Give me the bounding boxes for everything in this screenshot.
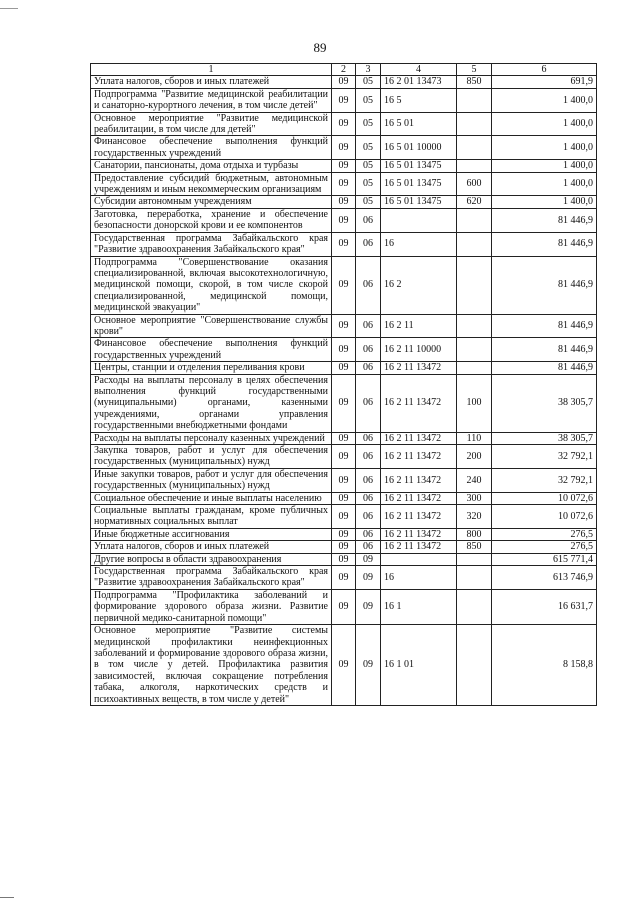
table-row (91, 136, 597, 160)
cell-expense-type: 300 (457, 492, 492, 504)
cell-subsection: 06 (356, 338, 381, 362)
cell-name: Основное мероприятие "Совершенствование службы крови" (91, 314, 332, 338)
table-row (91, 468, 597, 492)
cell-section: 09 (332, 528, 356, 540)
cell-subsection: 06 (356, 232, 381, 256)
cell-name: Закупка товаров, работ и услуг для обеспечения государственных (муниципальных) нужд (91, 445, 332, 469)
cell-expense-type (457, 566, 492, 590)
cell-target-item: 16 1 (381, 589, 457, 624)
table-header-row (91, 64, 597, 76)
table-row (91, 76, 597, 88)
cell-section: 09 (332, 432, 356, 444)
cell-expense-type (457, 553, 492, 565)
cell-name: Финансовое обеспечение выполнения функций государственных учреждений (91, 338, 332, 362)
cell-subsection: 09 (356, 553, 381, 565)
table-row (91, 492, 597, 504)
cell-expense-type (457, 88, 492, 112)
cell-name: Другие вопросы в области здравоохранения (91, 553, 332, 565)
cell-name: Финансовое обеспечение выполнения функций государственных учреждений (91, 136, 332, 160)
cell-target-item: 16 2 11 13472 (381, 362, 457, 374)
cell-section: 09 (332, 196, 356, 208)
cell-subsection: 05 (356, 88, 381, 112)
cell-expense-type (457, 256, 492, 314)
cell-expense-type: 850 (457, 541, 492, 553)
cell-expense-type: 600 (457, 172, 492, 196)
cell-name: Социальное обеспечение и иные выплаты населению (91, 492, 332, 504)
cell-subsection: 09 (356, 625, 381, 706)
table-row (91, 432, 597, 444)
cell-expense-type: 240 (457, 468, 492, 492)
cell-expense-type (457, 160, 492, 172)
cell-amount: 1 400,0 (492, 172, 597, 196)
cell-target-item: 16 2 11 10000 (381, 338, 457, 362)
table-row (91, 505, 597, 529)
cell-name: Иные закупки товаров, работ и услуг для обеспечения государственных (муниципальных) нужд (91, 468, 332, 492)
cell-subsection: 09 (356, 589, 381, 624)
cell-expense-type (457, 112, 492, 136)
cell-amount: 1 400,0 (492, 160, 597, 172)
cell-target-item: 16 (381, 566, 457, 590)
table-row (91, 196, 597, 208)
cell-name: Социальные выплаты гражданам, кроме публичных нормативных социальных выплат (91, 505, 332, 529)
cell-section: 09 (332, 112, 356, 136)
cell-amount: 1 400,0 (492, 196, 597, 208)
cell-subsection: 06 (356, 468, 381, 492)
cell-amount: 276,5 (492, 541, 597, 553)
cell-amount: 276,5 (492, 528, 597, 540)
header-col-subsection: 3 (356, 64, 381, 76)
scan-edge-mark-top (0, 0, 18, 9)
table-row (91, 208, 597, 232)
table-row (91, 88, 597, 112)
cell-section: 09 (332, 492, 356, 504)
cell-amount: 81 446,9 (492, 256, 597, 314)
cell-name: Подпрограмма "Развитие медицинской реабилитации и санаторно-курортного лечения, в том числе детей" (91, 88, 332, 112)
cell-section: 09 (332, 172, 356, 196)
cell-amount: 1 400,0 (492, 112, 597, 136)
cell-amount: 1 400,0 (492, 136, 597, 160)
header-col-amount: 6 (492, 64, 597, 76)
cell-name: Государственная программа Забайкальского края "Развитие здравоохранения Забайкальского края" (91, 566, 332, 590)
cell-amount: 32 792,1 (492, 468, 597, 492)
cell-expense-type: 200 (457, 445, 492, 469)
cell-expense-type: 100 (457, 374, 492, 432)
cell-section: 09 (332, 505, 356, 529)
cell-name: Расходы на выплаты персоналу казенных учреждений (91, 432, 332, 444)
header-col-name: 1 (91, 64, 332, 76)
cell-expense-type (457, 208, 492, 232)
cell-name: Санатории, пансионаты, дома отдыха и турбазы (91, 160, 332, 172)
cell-target-item: 16 5 01 10000 (381, 136, 457, 160)
cell-target-item (381, 208, 457, 232)
cell-section: 09 (332, 76, 356, 88)
cell-target-item: 16 5 01 (381, 112, 457, 136)
cell-section: 09 (332, 256, 356, 314)
cell-section: 09 (332, 136, 356, 160)
cell-target-item: 16 5 01 13475 (381, 160, 457, 172)
header-col-target-item: 4 (381, 64, 457, 76)
cell-amount: 38 305,7 (492, 374, 597, 432)
header-col-section: 2 (332, 64, 356, 76)
cell-subsection: 05 (356, 160, 381, 172)
cell-name: Государственная программа Забайкальского края "Развитие здравоохранения Забайкальского края" (91, 232, 332, 256)
cell-target-item: 16 2 11 (381, 314, 457, 338)
cell-subsection: 06 (356, 528, 381, 540)
cell-section: 09 (332, 362, 356, 374)
cell-amount: 1 400,0 (492, 88, 597, 112)
cell-target-item: 16 2 11 13472 (381, 541, 457, 553)
table-row (91, 314, 597, 338)
cell-expense-type (457, 232, 492, 256)
cell-subsection: 05 (356, 172, 381, 196)
table-row (91, 256, 597, 314)
cell-amount: 16 631,7 (492, 589, 597, 624)
cell-amount: 81 446,9 (492, 314, 597, 338)
cell-expense-type (457, 589, 492, 624)
cell-section: 09 (332, 445, 356, 469)
cell-amount: 81 446,9 (492, 338, 597, 362)
cell-section: 09 (332, 541, 356, 553)
cell-target-item: 16 2 11 13472 (381, 528, 457, 540)
cell-name: Субсидии автономным учреждениям (91, 196, 332, 208)
table-row (91, 445, 597, 469)
budget-table (90, 63, 597, 706)
cell-subsection: 06 (356, 362, 381, 374)
table-row (91, 160, 597, 172)
cell-subsection: 06 (356, 256, 381, 314)
cell-section: 09 (332, 553, 356, 565)
cell-section: 09 (332, 160, 356, 172)
cell-expense-type: 320 (457, 505, 492, 529)
cell-expense-type (457, 136, 492, 160)
cell-expense-type (457, 362, 492, 374)
table-row (91, 589, 597, 624)
table-row (91, 625, 597, 706)
cell-name: Основное мероприятие "Развитие системы медицинской профилактики неинфекционных заболеваний и формирование здорового образа жизни, в том числе у детей. Профилактика развития зависимостей, включая сокращение потребления табака, алкоголя, наркотических средств и психоактивных веществ, в том числе у детей" (91, 625, 332, 706)
cell-name: Расходы на выплаты персоналу в целях обеспечения выполнения функций государственными (муниципальными) органами, казенными учреждениями, органами управления государственными внебюджетными фондами (91, 374, 332, 432)
cell-section: 09 (332, 566, 356, 590)
cell-section: 09 (332, 314, 356, 338)
cell-target-item: 16 (381, 232, 457, 256)
cell-expense-type: 620 (457, 196, 492, 208)
cell-section: 09 (332, 625, 356, 706)
cell-expense-type (457, 314, 492, 338)
cell-amount: 38 305,7 (492, 432, 597, 444)
table-row (91, 541, 597, 553)
cell-name: Предоставление субсидий бюджетным, автономным учреждениям и иным некоммерческим организациям (91, 172, 332, 196)
cell-target-item (381, 553, 457, 565)
table-row (91, 172, 597, 196)
cell-subsection: 05 (356, 76, 381, 88)
cell-target-item: 16 5 (381, 88, 457, 112)
cell-expense-type (457, 625, 492, 706)
cell-amount: 81 446,9 (492, 208, 597, 232)
cell-target-item: 16 5 01 13475 (381, 196, 457, 208)
cell-amount: 613 746,9 (492, 566, 597, 590)
cell-section: 09 (332, 374, 356, 432)
cell-target-item: 16 2 11 13472 (381, 432, 457, 444)
cell-name: Заготовка, переработка, хранение и обеспечение безопасности донорской крови и ее компонентов (91, 208, 332, 232)
cell-subsection: 05 (356, 136, 381, 160)
cell-name: Подпрограмма "Профилактика заболеваний и формирование здорового образа жизни. Развитие первичной медико-санитарной помощи" (91, 589, 332, 624)
cell-target-item: 16 5 01 13475 (381, 172, 457, 196)
cell-expense-type (457, 338, 492, 362)
cell-amount: 10 072,6 (492, 492, 597, 504)
cell-target-item: 16 2 11 13472 (381, 468, 457, 492)
cell-amount: 81 446,9 (492, 362, 597, 374)
table-row (91, 232, 597, 256)
cell-amount: 81 446,9 (492, 232, 597, 256)
cell-target-item: 16 2 11 13472 (381, 492, 457, 504)
cell-section: 09 (332, 232, 356, 256)
cell-target-item: 16 2 11 13472 (381, 505, 457, 529)
cell-amount: 32 792,1 (492, 445, 597, 469)
cell-target-item: 16 1 01 (381, 625, 457, 706)
cell-section: 09 (332, 88, 356, 112)
table-row (91, 553, 597, 565)
cell-subsection: 06 (356, 492, 381, 504)
cell-amount: 10 072,6 (492, 505, 597, 529)
cell-subsection: 05 (356, 196, 381, 208)
cell-section: 09 (332, 208, 356, 232)
cell-name: Уплата налогов, сборов и иных платежей (91, 76, 332, 88)
cell-target-item: 16 2 (381, 256, 457, 314)
table-row (91, 374, 597, 432)
cell-subsection: 06 (356, 541, 381, 553)
cell-subsection: 06 (356, 432, 381, 444)
page-number: 89 (313, 40, 327, 55)
cell-expense-type: 110 (457, 432, 492, 444)
cell-target-item: 16 2 11 13472 (381, 445, 457, 469)
cell-expense-type: 850 (457, 76, 492, 88)
cell-expense-type: 800 (457, 528, 492, 540)
cell-subsection: 09 (356, 566, 381, 590)
cell-subsection: 05 (356, 112, 381, 136)
table-row (91, 338, 597, 362)
cell-target-item: 16 2 01 13473 (381, 76, 457, 88)
cell-name: Иные бюджетные ассигнования (91, 528, 332, 540)
cell-amount: 615 771,4 (492, 553, 597, 565)
header-col-expense-type: 5 (457, 64, 492, 76)
cell-section: 09 (332, 468, 356, 492)
scan-edge-mark-bottom (0, 897, 14, 904)
cell-name: Центры, станции и отделения переливания крови (91, 362, 332, 374)
cell-section: 09 (332, 338, 356, 362)
table-row (91, 112, 597, 136)
cell-amount: 8 158,8 (492, 625, 597, 706)
cell-subsection: 06 (356, 505, 381, 529)
table-row (91, 362, 597, 374)
cell-subsection: 06 (356, 445, 381, 469)
cell-subsection: 06 (356, 208, 381, 232)
table-row (91, 566, 597, 590)
cell-name: Подпрограмма "Совершенствование оказания специализированной, включая высокотехнологичную, медицинской помощи, скорой, в том числе скорой специализированной, медицинской помощи, медицинской эвакуации" (91, 256, 332, 314)
cell-name: Уплата налогов, сборов и иных платежей (91, 541, 332, 553)
cell-section: 09 (332, 589, 356, 624)
cell-amount: 691,9 (492, 76, 597, 88)
cell-target-item: 16 2 11 13472 (381, 374, 457, 432)
cell-name: Основное мероприятие "Развитие медицинской реабилитации, в том числе для детей" (91, 112, 332, 136)
cell-subsection: 06 (356, 374, 381, 432)
table-row (91, 528, 597, 540)
cell-subsection: 06 (356, 314, 381, 338)
